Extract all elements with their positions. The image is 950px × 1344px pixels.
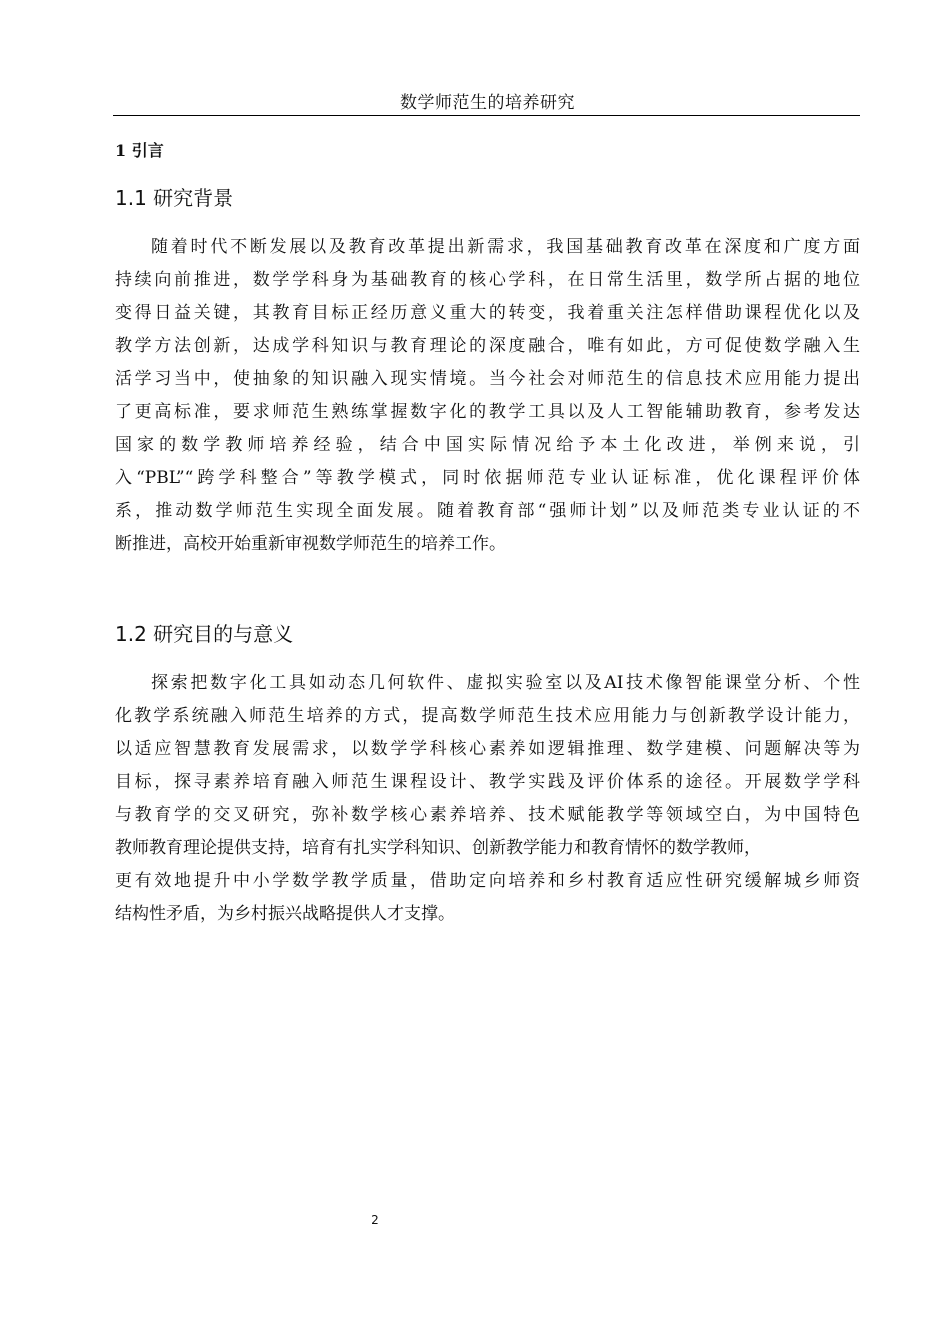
paragraph-line: 结构性矛盾，为乡村振兴战略提供人才支撑。 [115,904,455,924]
paragraph-line: 系，推动数学师范生实现全面发展。随着教育部“强师计划”以及师范类专业认证的不 [115,501,860,521]
paragraph-line: 活学习当中，使抽象的知识融入现实情境。当今社会对师范生的信息技术应用能力提出 [115,369,860,389]
purpose-paragraph [115,667,860,931]
paragraph-line: 化教学系统融入师范生培养的方式，提高数学师范生技术应用能力与创新教学设计能力， [115,706,860,726]
header-rule [113,115,860,116]
section-title-purpose: 1.2 研究目的与意义 [115,622,294,646]
paragraph-line: 断推进，高校开始重新审视数学师范生的培养工作。 [115,534,506,554]
paragraph-line: 与教育学的交叉研究，弥补数学核心素养培养、技术赋能教学等领域空白，为中国特色 [115,805,860,825]
paragraph-line: 更有效地提升中小学数学教学质量，借助定向培养和乡村教育适应性研究缓解城乡师资 [115,871,860,891]
paragraph-line: 以适应智慧教育发展需求，以数学学科核心素养如逻辑推理、数学建模、问题解决等为 [115,739,860,759]
paragraph-line: 持续向前推进，数学学科身为基础教育的核心学科，在日常生活里，数学所占据的地位 [115,270,860,290]
chapter-title: 1 引言 [115,141,164,160]
paragraph-line: 目标，探寻素养培育融入师范生课程设计、教学实践及评价体系的途径。开展数学学科 [115,772,860,792]
page-number: 2 [371,1213,379,1227]
paragraph-line: 入“PBL”“跨学科整合”等教学模式，同时依据师范专业认证标准，优化课程评价体 [115,468,860,488]
section-title-background: 1.1 研究背景 [115,186,234,210]
paragraph-line: 了更高标准，要求师范生熟练掌握数字化的教学工具以及人工智能辅助教育，参考发达 [115,402,860,422]
paragraph-line: 探索把数字化工具如动态几何软件、虚拟实验室以及AI技术像智能课堂分析、个性 [151,673,860,693]
paragraph-line: 教学方法创新，达成学科知识与教育理论的深度融合，唯有如此，方可促使数学融入生 [115,336,860,356]
paragraph-line: 随着时代不断发展以及教育改革提出新需求，我国基础教育改革在深度和广度方面 [151,237,860,257]
paragraph-line: 国家的数学教师培养经验，结合中国实际情况给予本土化改进，举例来说，引 [115,435,860,455]
page-header: 数学师范生的培养研究 [400,93,575,113]
background-paragraph [115,231,860,561]
paragraph-line: 教师教育理论提供支持，培育有扎实学科知识、创新教学能力和教育情怀的数学教师， [115,838,761,858]
paragraph-line: 变得日益关键，其教育目标正经历意义重大的转变，我着重关注怎样借助课程优化以及 [115,303,860,323]
